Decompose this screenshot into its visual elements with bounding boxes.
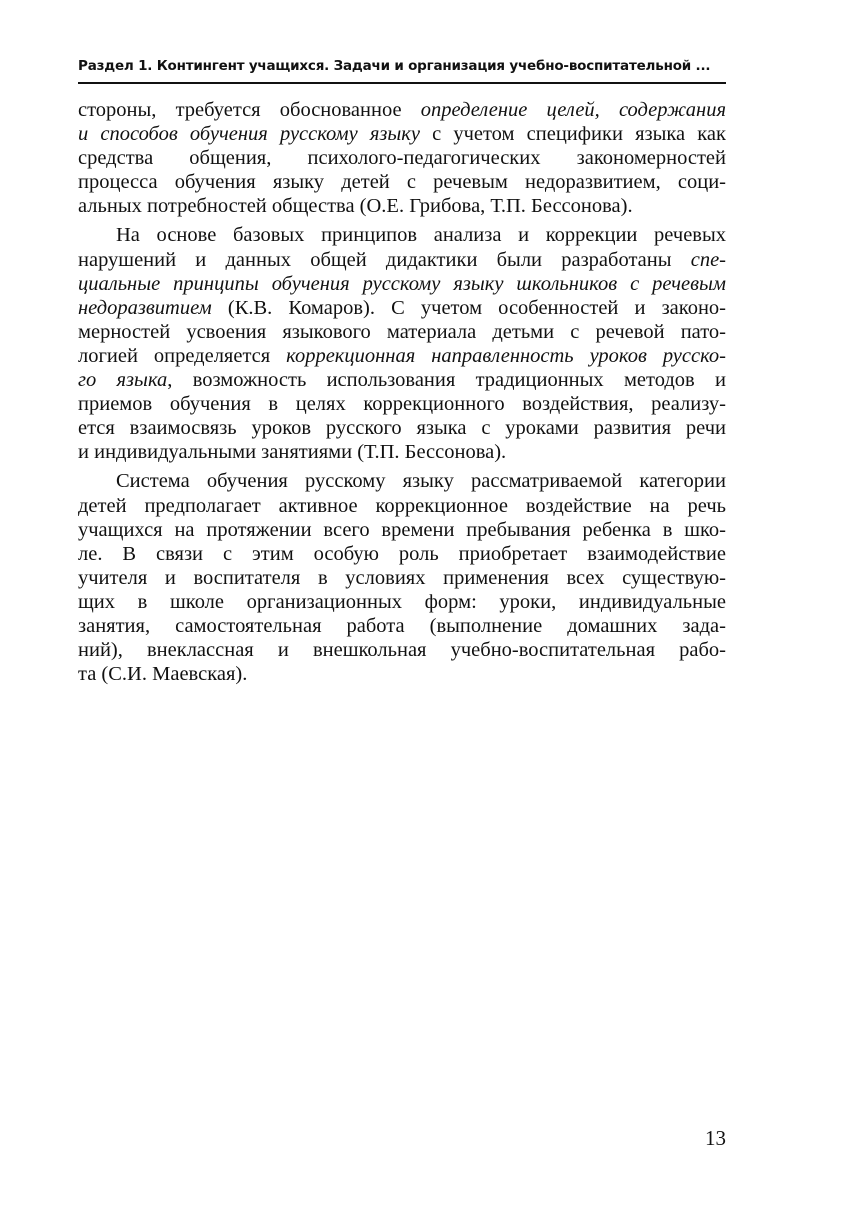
- text-run: с учетом специфики языка как: [419, 123, 726, 146]
- italic-term: спе-: [690, 248, 726, 271]
- text-run: мерностей усвоения языкового материала детьми с речевой пато-: [78, 320, 726, 343]
- text-line: [78, 344, 726, 368]
- text-line: [78, 590, 726, 614]
- text-line: [78, 542, 726, 566]
- text-run: средства общения, психолого-педагогических закономерностей: [78, 147, 726, 170]
- text-line: [78, 248, 726, 272]
- text-run: стороны, требуется обоснованное: [78, 99, 421, 121]
- text-run: ле. В связи с этим особую роль приобретает взаимодействие: [78, 542, 726, 565]
- text-line: [78, 614, 726, 638]
- body-text: [78, 98, 726, 686]
- paragraph: [78, 469, 726, 686]
- header-rule: [78, 82, 726, 84]
- text-run: альных потребностей общества (О.Е. Грибова, Т.П. Бессонова).: [78, 195, 633, 218]
- italic-term: го языка: [78, 369, 168, 392]
- italic-term: коррекционная направленность уроков русско-: [286, 344, 726, 367]
- text-line: [78, 566, 726, 590]
- text-run: Система обучения русскому языку рассматриваемой категории: [116, 470, 726, 493]
- text-run: ний), внеклассная и внешкольная учебно-воспитательная рабо-: [78, 639, 726, 662]
- paragraph: [78, 223, 726, 464]
- text-run: На основе базовых принципов анализа и коррекции речевых: [116, 224, 726, 247]
- text-run: приемов обучения в целях коррекционного воздействия, реализу-: [78, 393, 726, 416]
- text-line: [78, 494, 726, 518]
- text-run: щих в школе организационных форм: уроки, индивидуальные: [78, 590, 726, 613]
- text-run: нарушений и данных общей дидактики были разработаны: [78, 248, 691, 271]
- text-line: [78, 194, 726, 218]
- paragraph: [78, 98, 726, 218]
- text-run: учителя и воспитателя в условиях применения всех существую-: [78, 566, 726, 589]
- italic-term: и способов обучения русскому языку: [78, 123, 420, 146]
- text-line: [78, 122, 726, 146]
- text-run: и индивидуальными занятиями (Т.П. Бессонова).: [78, 441, 507, 464]
- text-line: [78, 146, 726, 170]
- running-header: Раздел 1. Контингент учащихся. Задачи и организация учебно-воспитательной ...: [78, 58, 711, 74]
- text-line: [78, 469, 726, 493]
- italic-term: определение целей, содержания: [420, 99, 726, 121]
- text-line: [78, 98, 726, 122]
- text-run: ется взаимосвязь уроков русского языка с уроками развития речи: [78, 417, 726, 440]
- text-run: , возможность использования традиционных методов и: [167, 369, 726, 392]
- text-run: логией определяется: [78, 344, 287, 367]
- text-line: [78, 170, 726, 194]
- text-run: та (С.И. Маевская).: [78, 663, 248, 686]
- text-line: [78, 392, 726, 416]
- text-line: [78, 223, 726, 247]
- text-run: детей предполагает активное коррекционное воздействие на речь: [78, 494, 726, 517]
- text-line: [78, 416, 726, 440]
- text-line: [78, 272, 726, 296]
- text-line: [78, 440, 726, 464]
- italic-term: недоразвитием: [78, 296, 212, 319]
- text-line: [78, 320, 726, 344]
- text-run: процесса обучения языку детей с речевым недоразвитием, соци-: [78, 171, 726, 194]
- text-run: занятия, самостоятельная работа (выполнение домашних зада-: [78, 614, 726, 637]
- text-line: [78, 662, 726, 686]
- text-run: (К.В. Комаров). С учетом особенностей и законо-: [211, 296, 726, 319]
- text-line: [78, 296, 726, 320]
- text-line: [78, 638, 726, 662]
- page-number: 13: [705, 1126, 726, 1150]
- text-run: учащихся на протяжении всего времени пребывания ребенка в шко-: [78, 518, 726, 541]
- text-line: [78, 368, 726, 392]
- text-line: [78, 518, 726, 542]
- italic-term: циальные принципы обучения русскому языку школьников с речевым: [78, 272, 726, 295]
